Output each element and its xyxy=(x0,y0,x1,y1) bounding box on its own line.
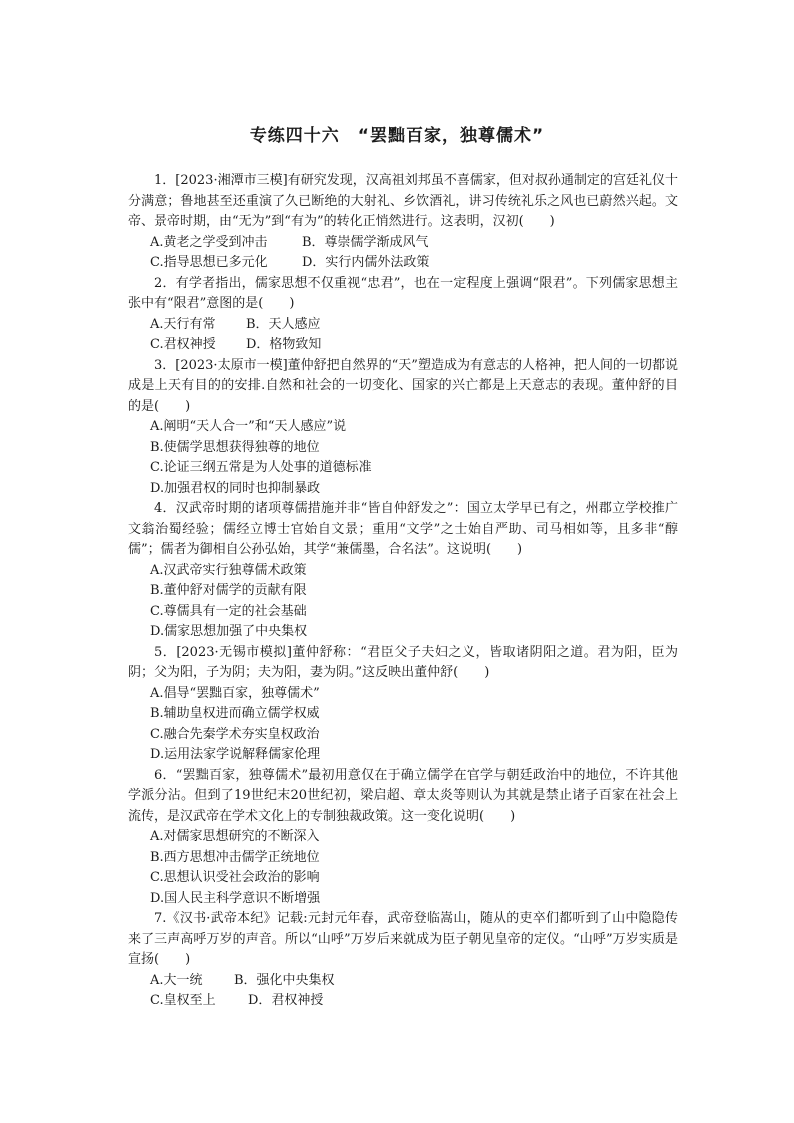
option-a: A.对儒家思想研究的不断深入 xyxy=(150,829,320,844)
option-d: D.运用法家学说解释儒家伦理 xyxy=(150,747,321,762)
option-d: D.加强君权的同时也抑制暴政 xyxy=(150,480,321,496)
page-title: 专练四十六 “罢黜百家，独尊儒术” xyxy=(249,126,545,146)
option-b: B．强化中央集权 xyxy=(234,972,335,988)
question-stem: 3．[2023·太原市一模]董仲舒把自然界的“天”塑造成为有意志的人格神，把人间的一切都说成是上天有目的的安排.自然和社会的一切变化、国家的兴亡都是上天意志的表现。董仲舒的目的是( ) xyxy=(128,357,678,414)
option-d: D．君权神授 xyxy=(248,993,324,1008)
option-d: D.国人民主科学意识不断增强 xyxy=(150,890,321,906)
option-d: D．格物致知 xyxy=(246,337,322,352)
option-a: A.汉武帝实行独尊儒术政策 xyxy=(150,562,307,578)
option-c: C.论证三纲五常是为人处事的道德标准 xyxy=(150,460,372,475)
option-b: B.西方思想冲击儒学正统地位 xyxy=(150,849,320,865)
question-3 xyxy=(128,356,678,500)
option-list xyxy=(128,971,678,1012)
option-c: C.尊儒具有一定的社会基础 xyxy=(150,603,307,619)
option-a: A.黄老之学受到冲击 xyxy=(150,234,268,250)
option-a: A.倡导“罢黜百家，独尊儒术” xyxy=(150,685,320,701)
option-b: B．尊崇儒学渐成风气 xyxy=(302,234,429,250)
question-stem: 7.《汉书·武帝本纪》记载:元封元年春，武帝登临嵩山，随从的吏卒们都听到了山中隐隐传来了三声高呼万岁的声音。所以“山呼”万岁后来就成为臣子朝见皇帝的定仪。“山呼”万岁实质是宣扬( ) xyxy=(128,911,678,967)
question-1 xyxy=(128,171,678,274)
question-7 xyxy=(128,909,678,1012)
option-c: C.指导思想已多元化 xyxy=(150,255,268,270)
question-stem: 1．[2023·湘潭市三模]有研究发现，汉高祖刘邦虽不喜儒家，但对叔孙通制定的宫廷礼仪十分满意；鲁地甚至还重演了久已断绝的大射礼、乡饮酒礼，讲习传统礼乐之风也已蔚然兴起。文帝、景帝时期，由“无为”到“有为”的转化正悄然进行。这表明，汉初( ) xyxy=(128,173,678,229)
question-stem: 2．有学者指出，儒家思想不仅重视“忠君”，也在一定程度上强调“限君”。下列儒家思想主张中有“限君”意图的是( ) xyxy=(128,275,678,311)
option-c: C.思想认识受社会政治的影响 xyxy=(150,870,320,885)
question-list xyxy=(128,171,678,1012)
option-c: C.融合先秦学术夯实皇权政治 xyxy=(150,726,320,742)
question-stem: 6．“罢黜百家，独尊儒术”最初用意仅在于确立儒学在官学与朝廷政治中的地位，不许其他学派分沾。但到了19世纪末20世纪初，梁启超、章太炎等则认为其就是禁止诸子百家在社会上流传，是汉武帝在学术文化上的专制独裁政策。这一变化说明( ) xyxy=(128,767,678,824)
question-stem: 4．汉武帝时期的诸项尊儒措施并非“皆自仲舒发之”：国立太学早已有之，州郡立学校推广文翁治蜀经验；儒经立博士官始自文景；重用“文学”之士始自严助、司马相如等，且多非“醇儒”；儒者为御相自公孙弘始，其学“兼儒墨，合名法”。这说明( ) xyxy=(128,501,678,557)
question-4 xyxy=(128,499,678,643)
question-6 xyxy=(128,766,678,910)
option-a: A.大一统 xyxy=(150,972,203,988)
option-d: D．实行内儒外法政策 xyxy=(302,255,430,270)
option-list xyxy=(128,561,678,643)
option-b: B.使儒学思想获得独尊的地位 xyxy=(150,439,320,455)
question-stem: 5．[2023·无锡市模拟]董仲舒称：“君臣父子夫妇之义，皆取诸阴阳之道。君为阳，臣为阴；父为阳，子为阴；夫为阳，妻为阴。”这反映出董仲舒( ) xyxy=(128,644,678,680)
option-list xyxy=(128,827,678,909)
option-b: B.董仲舒对儒学的贡献有限 xyxy=(150,583,307,598)
option-list xyxy=(128,315,678,356)
question-5 xyxy=(128,643,678,766)
option-list xyxy=(128,233,678,274)
option-a: A.阐明“天人合一”和“天人感应”说 xyxy=(150,419,347,434)
option-c: C.君权神授 xyxy=(150,337,216,352)
option-b: B．天人感应 xyxy=(246,316,321,332)
option-list xyxy=(128,417,678,499)
option-c: C.皇权至上 xyxy=(150,993,216,1008)
option-a: A.天行有常 xyxy=(150,316,216,332)
option-b: B.辅助皇权进而确立儒学权威 xyxy=(150,706,320,721)
option-list xyxy=(128,684,678,766)
question-2 xyxy=(128,274,678,356)
option-d: D.儒家思想加强了中央集权 xyxy=(150,624,308,639)
